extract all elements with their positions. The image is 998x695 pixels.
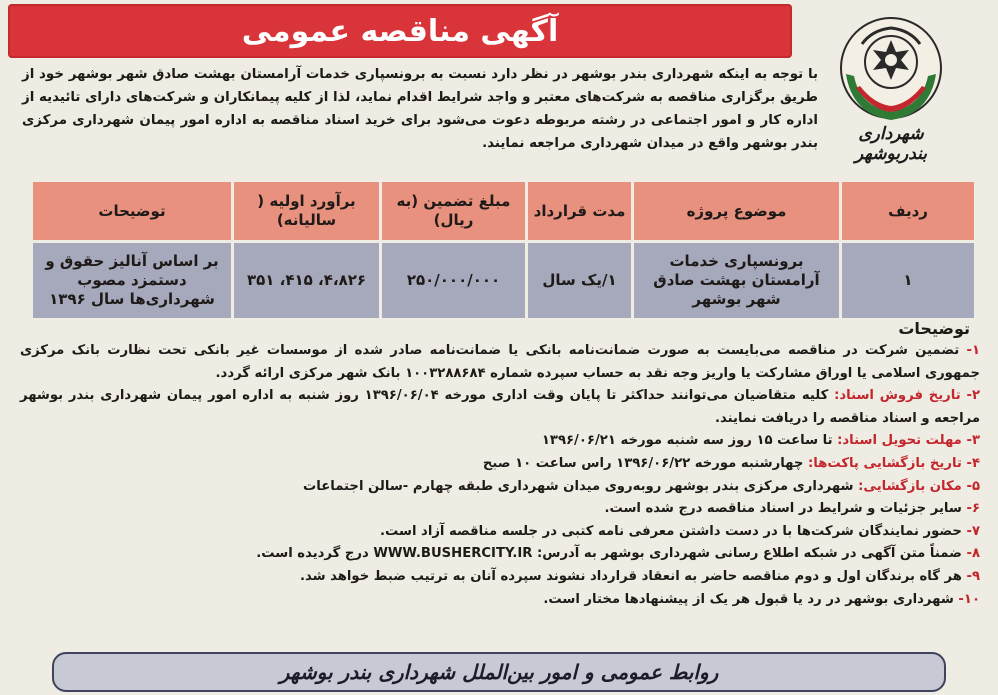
note-item	[20, 566, 980, 589]
note-number: ۲-	[966, 388, 981, 404]
note-number: ۴-	[966, 455, 980, 471]
note-text: ضمناً متن آگهی در شبکه اطلاع رسانی شهرداری بوشهر به آدرس: WWW.BUSHERCITY.IR درج گردیده است.	[256, 546, 962, 562]
header-initial-estimate: برآورد اولیه ( سالیانه)	[233, 181, 381, 242]
header-row-number: ردیف	[841, 181, 976, 242]
note-text: شهرداری مرکزی بندر بوشهر روبه‌روی میدان شهرداری طبقه چهارم -سالن اجتماعات	[303, 478, 854, 494]
notes-list	[20, 340, 980, 611]
note-number: ۳-	[966, 433, 980, 449]
cell-description: بر اساس آنالیز حقوق و دستمزد مصوب شهرداری‌ها سال ۱۳۹۶	[32, 242, 233, 320]
note-text: تا ساعت ۱۵ روز سه شنبه مورخه ۱۳۹۶/۰۶/۲۱	[541, 433, 833, 449]
cell-initial-estimate: ۴،۸۲۶، ۴۱۵، ۳۵۱	[233, 242, 381, 320]
header-contract-duration: مدت قرارداد	[527, 181, 633, 242]
note-key: مهلت تحویل اسناد:	[837, 433, 962, 449]
municipality-logo	[832, 14, 950, 126]
cell-guarantee-amount: ۲۵۰/۰۰۰/۰۰۰	[381, 242, 527, 320]
cell-contract-duration: ۱/یک سال	[527, 242, 633, 320]
note-key: تاریخ فروش اسناد:	[834, 388, 961, 404]
note-number: ۸-	[966, 546, 980, 562]
footer-banner	[52, 652, 946, 692]
table-row	[32, 242, 976, 320]
note-text: تضمین شرکت در مناقصه می‌بایست به صورت ضمانت‌نامه بانکی یا ضمانت‌نامه صادر شده از موسسات غیر بانکی تحت نظارت بانک مرکزی جمهوری اسلامی یا اوراق مشارکت یا واریز وجه نقد به حساب سپرده شماره ۱۰۰۳۲۸۸۶۸۴ بانک شهر مرکزی ارائه گردد.	[20, 343, 980, 381]
note-text: شهرداری بوشهر در رد یا قبول هر یک از پیشنهادها مختار است.	[543, 591, 954, 607]
note-item	[20, 589, 980, 612]
header-description: توضیحات	[32, 181, 233, 242]
footer-text: روابط عمومی و امور بین‌الملل شهرداری بندر بوشهر	[279, 660, 719, 684]
note-key: تاریخ بازگشایی پاکت‌ها:	[807, 455, 962, 471]
note-item	[20, 476, 980, 499]
title-banner	[8, 4, 792, 58]
notes-heading: توضیحات	[898, 319, 970, 338]
note-text: هر گاه برندگان اول و دوم مناقصه حاضر به انعقاد قرارداد نشوند سپرده آنان به ترتیب ضبط خواهد شد.	[299, 568, 962, 584]
note-item	[20, 543, 980, 566]
note-text: کلیه متقاضیان می‌توانند حداکثر تا پایان وقت اداری مورخه ۱۳۹۶/۰۶/۰۴ روز شنبه به اداره امور پیمان شهرداری بندر بوشهر مراجعه و اسناد مناقصه را دریافت نمایند.	[20, 388, 980, 426]
note-number: ۷-	[966, 523, 980, 539]
tender-table	[30, 179, 977, 321]
header-guarantee-amount: مبلغ تضمین (به ریال)	[381, 181, 527, 242]
header-project-subject: موضوع پروژه	[633, 181, 841, 242]
note-number: ۱-	[966, 343, 980, 358]
note-item	[20, 453, 980, 476]
note-number: ۵-	[966, 478, 980, 494]
intro-paragraph: با توجه به اینکه شهرداری بندر بوشهر در نظر دارد نسبت به برونسپاری خدمات آرامستان بهشت صادق شهر بوشهر خود از طریق برگزاری مناقصه به شرکت‌های معتبر و واجد شرایط اقدام نماید، لذا از کلیه پیمانکاران و شرکت‌های دارای تائیدیه از اداره کار و امور اجتماعی در رشته مربوطه دعوت می‌شود برای خرید اسناد مناقصه به اداره امور پیمان شهرداری مرکزی بندر بوشهر واقع در میدان شهرداری مراجعه نمایند.	[22, 67, 818, 151]
note-number: ۹-	[966, 568, 980, 584]
note-item	[20, 430, 980, 453]
page-title: آگهی مناقصه عمومی	[241, 13, 559, 49]
note-number: ۱۰-	[958, 591, 980, 607]
note-item	[20, 340, 980, 385]
note-key: مکان بازگشایی:	[858, 478, 962, 494]
note-item	[20, 521, 980, 544]
note-number: ۶-	[966, 501, 980, 517]
note-text: سایر جزئیات و شرایط در اسناد مناقصه درج شده است.	[604, 501, 962, 517]
note-item	[20, 498, 980, 521]
note-item	[20, 385, 980, 430]
table-header-row	[32, 181, 976, 242]
logo-caption: شهرداری بندربوشهر	[855, 124, 927, 164]
cell-project-subject: برونسپاری خدمات آرامستان بهشت صادق شهر بوشهر	[633, 242, 841, 320]
cell-row-number: ۱	[841, 242, 976, 320]
note-text: چهارشنبه مورخه ۱۳۹۶/۰۶/۲۲ راس ساعت ۱۰ صبح	[482, 455, 804, 471]
note-text: حضور نمایندگان شرکت‌ها با در دست داشتن معرفی نامه کتبی در جلسه مناقصه آزاد است.	[380, 523, 962, 539]
